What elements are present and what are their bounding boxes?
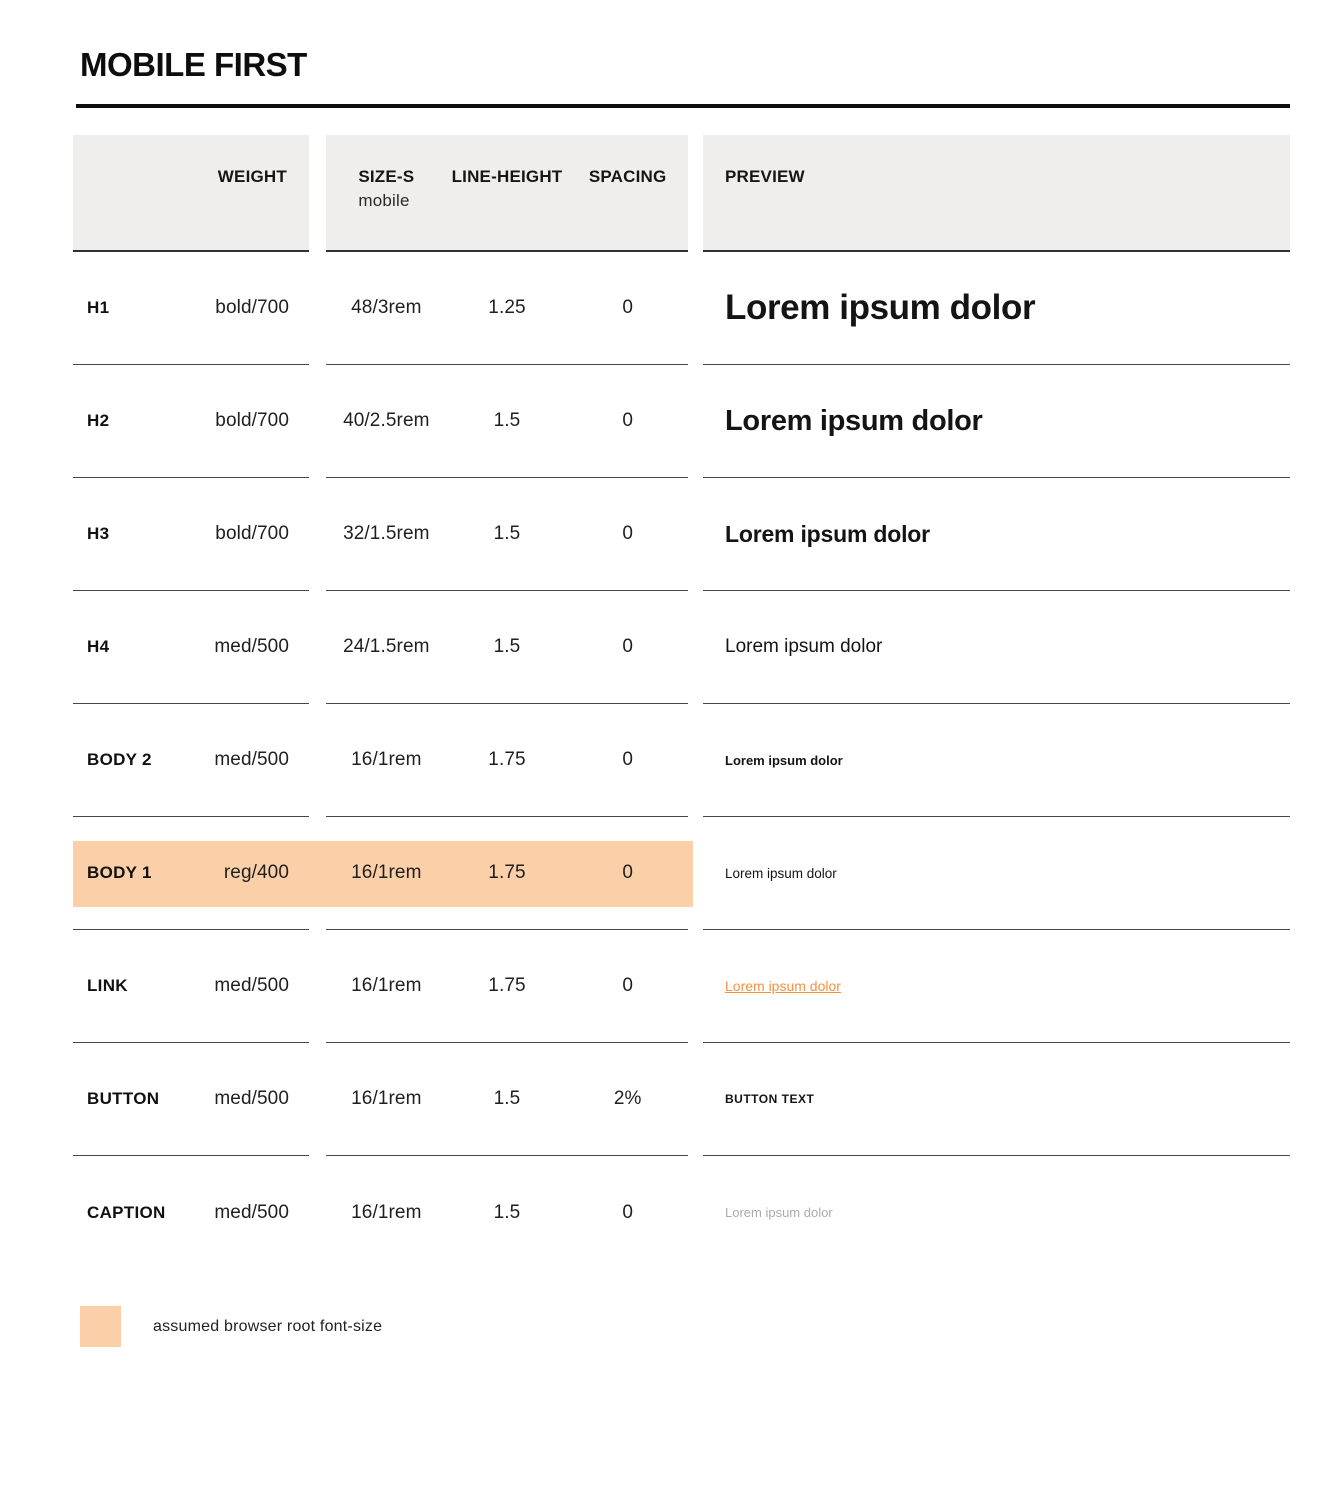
row-label: H4 bbox=[87, 637, 110, 656]
column-gap bbox=[688, 930, 703, 1043]
preview-specimen: Lorem ipsum dolor bbox=[725, 404, 983, 437]
row-weight-value: bold/700 bbox=[215, 297, 289, 318]
column-gap bbox=[309, 1043, 326, 1156]
type-scale-table bbox=[73, 135, 1290, 1269]
row-size-value: 16/1rem bbox=[351, 975, 422, 996]
row-metrics-cell bbox=[326, 930, 688, 1043]
legend bbox=[80, 1306, 1326, 1347]
row-label-weight-cell bbox=[73, 1156, 309, 1269]
table-body bbox=[73, 252, 1290, 1269]
preview-specimen: Lorem ipsum dolor bbox=[725, 752, 843, 768]
row-label: CAPTION bbox=[87, 1202, 166, 1222]
row-metrics-cell bbox=[326, 817, 688, 930]
row-preview-cell bbox=[703, 1156, 1290, 1269]
page-title: MOBILE FIRST bbox=[80, 46, 307, 83]
row-preview-cell bbox=[703, 591, 1290, 704]
row-weight-value: bold/700 bbox=[215, 410, 289, 431]
legend-label: assumed browser root font-size bbox=[153, 1317, 383, 1335]
column-gap bbox=[688, 1043, 703, 1156]
column-gap bbox=[309, 1156, 326, 1269]
row-line-height-value: 1.5 bbox=[493, 1201, 521, 1223]
row-line-height-value: 1.5 bbox=[493, 636, 521, 657]
row-metrics-cell bbox=[326, 591, 688, 704]
column-gap bbox=[688, 252, 703, 365]
column-gap bbox=[309, 252, 326, 365]
column-header-size: SIZE-S bbox=[358, 167, 415, 186]
title-divider bbox=[76, 104, 1290, 108]
row-metrics-cell bbox=[326, 365, 688, 478]
table-row-h3 bbox=[73, 478, 1290, 591]
table-row-h4 bbox=[73, 591, 1290, 704]
row-label: BODY 1 bbox=[87, 863, 152, 882]
column-gap bbox=[688, 365, 703, 478]
row-label-weight-cell bbox=[73, 704, 309, 817]
row-weight-value: med/500 bbox=[214, 749, 289, 770]
column-gap bbox=[309, 478, 326, 591]
row-label-weight-cell bbox=[73, 365, 309, 478]
row-label: H3 bbox=[87, 524, 110, 543]
header-cell-preview bbox=[703, 135, 1290, 252]
preview-specimen: Lorem ipsum dolor bbox=[725, 865, 837, 881]
row-preview-cell bbox=[703, 930, 1290, 1043]
row-spacing-value: 0 bbox=[622, 1201, 633, 1223]
column-gap bbox=[309, 365, 326, 478]
row-line-height-value: 1.5 bbox=[493, 523, 521, 544]
row-weight-value: med/500 bbox=[214, 636, 289, 657]
row-weight-value: med/500 bbox=[214, 1201, 289, 1223]
row-weight-value: med/500 bbox=[214, 1088, 289, 1109]
row-line-height-value: 1.75 bbox=[488, 749, 526, 770]
row-label-weight-cell bbox=[73, 591, 309, 704]
row-size-value: 16/1rem bbox=[351, 1088, 422, 1109]
table-row-body-2 bbox=[73, 704, 1290, 817]
table-row-body-1 bbox=[73, 817, 1290, 930]
row-label: LINK bbox=[87, 976, 128, 995]
row-metrics-cell bbox=[326, 478, 688, 591]
row-line-height-value: 1.25 bbox=[488, 297, 526, 318]
legend-swatch bbox=[80, 1306, 121, 1347]
table-row-button bbox=[73, 1043, 1290, 1156]
column-gap bbox=[688, 704, 703, 817]
row-spacing-value: 0 bbox=[622, 297, 633, 318]
row-spacing-value: 0 bbox=[622, 636, 633, 657]
row-label: BUTTON bbox=[87, 1089, 160, 1108]
row-size-value: 24/1.5rem bbox=[343, 636, 430, 657]
row-line-height-value: 1.75 bbox=[488, 975, 526, 996]
column-gap bbox=[309, 135, 326, 252]
column-header-weight: WEIGHT bbox=[217, 167, 287, 186]
column-gap bbox=[688, 591, 703, 704]
row-preview-cell bbox=[703, 365, 1290, 478]
table-row-link bbox=[73, 930, 1290, 1043]
row-metrics-cell bbox=[326, 1156, 688, 1269]
column-gap bbox=[688, 478, 703, 591]
row-spacing-value: 0 bbox=[622, 975, 633, 996]
row-preview-cell bbox=[703, 704, 1290, 817]
row-metrics-cell bbox=[326, 252, 688, 365]
row-label: H1 bbox=[87, 298, 110, 317]
column-header-line-height: LINE-HEIGHT bbox=[451, 167, 563, 186]
table-row-h2 bbox=[73, 365, 1290, 478]
row-line-height-value: 1.5 bbox=[493, 410, 521, 431]
row-size-value: 40/2.5rem bbox=[343, 410, 430, 431]
row-weight-value: bold/700 bbox=[215, 523, 289, 544]
column-header-size-sub: mobile bbox=[358, 191, 410, 210]
preview-specimen: Lorem ipsum dolor bbox=[725, 288, 1036, 327]
column-gap bbox=[309, 704, 326, 817]
row-spacing-value: 0 bbox=[622, 749, 633, 770]
row-line-height-value: 1.5 bbox=[493, 1088, 521, 1109]
column-gap bbox=[309, 591, 326, 704]
row-label-weight-cell bbox=[73, 478, 309, 591]
header-cell-metrics bbox=[326, 135, 688, 252]
row-size-value: 16/1rem bbox=[351, 862, 422, 883]
row-spacing-value: 0 bbox=[622, 410, 633, 431]
row-label: H2 bbox=[87, 411, 110, 430]
column-header-size-stack bbox=[358, 167, 414, 211]
row-size-value: 16/1rem bbox=[351, 749, 422, 770]
table-header-row bbox=[73, 135, 1290, 252]
table-row-caption bbox=[73, 1156, 1290, 1269]
column-header-spacing: SPACING bbox=[588, 167, 667, 186]
row-spacing-value: 2% bbox=[613, 1088, 642, 1109]
row-size-value: 16/1rem bbox=[351, 1201, 422, 1223]
row-size-value: 48/3rem bbox=[351, 297, 422, 318]
preview-specimen: Lorem ipsum dolor bbox=[725, 636, 883, 657]
row-label-weight-cell bbox=[73, 817, 309, 930]
column-gap bbox=[688, 1156, 703, 1269]
header-cell-weight bbox=[73, 135, 309, 252]
row-label-weight-cell bbox=[73, 1043, 309, 1156]
preview-specimen: Lorem ipsum dolor bbox=[725, 520, 930, 547]
column-gap bbox=[688, 135, 703, 252]
row-weight-value: med/500 bbox=[214, 975, 289, 996]
row-spacing-value: 0 bbox=[622, 523, 633, 544]
row-weight-value: reg/400 bbox=[223, 862, 289, 883]
row-size-value: 32/1.5rem bbox=[343, 523, 430, 544]
row-preview-cell bbox=[703, 817, 1290, 930]
typography-spec-page bbox=[0, 46, 1326, 1347]
row-line-height-value: 1.75 bbox=[488, 862, 526, 883]
row-preview-cell bbox=[703, 1043, 1290, 1156]
row-metrics-cell bbox=[326, 1043, 688, 1156]
column-gap bbox=[309, 930, 326, 1043]
column-header-preview: PREVIEW bbox=[725, 167, 805, 186]
link-preview[interactable]: Lorem ipsum dolor bbox=[725, 978, 841, 994]
row-metrics-cell bbox=[326, 704, 688, 817]
row-label-weight-cell bbox=[73, 252, 309, 365]
row-preview-cell bbox=[703, 478, 1290, 591]
row-label-weight-cell bbox=[73, 930, 309, 1043]
preview-specimen: Lorem ipsum dolor bbox=[725, 1205, 833, 1220]
table-row-h1 bbox=[73, 252, 1290, 365]
row-preview-cell bbox=[703, 252, 1290, 365]
preview-specimen: BUTTON TEXT bbox=[725, 1092, 815, 1106]
row-spacing-value: 0 bbox=[622, 862, 633, 883]
row-label: BODY 2 bbox=[87, 750, 152, 769]
